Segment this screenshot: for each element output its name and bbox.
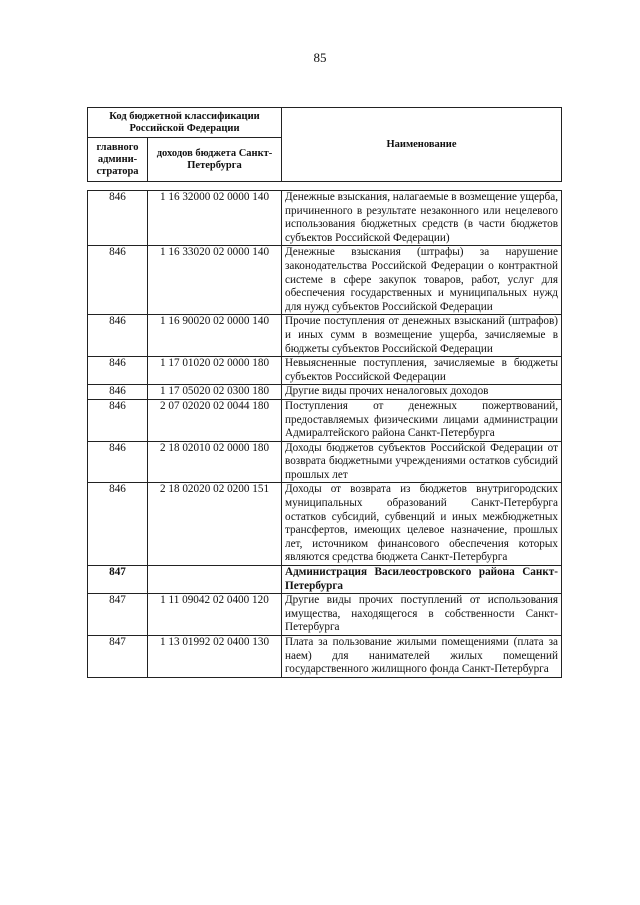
cell-admin-code: 846 (88, 357, 148, 385)
header-admin: главного админи-стратора (88, 138, 148, 182)
cell-income-code: 1 13 01992 02 0400 130 (148, 636, 282, 678)
cell-income-code (148, 566, 282, 594)
cell-admin-code: 847 (88, 636, 148, 678)
table-row (88, 566, 562, 594)
table-row (88, 191, 562, 246)
cell-name: Другие виды прочих поступлений от использования имущества, находящегося в собственности Санкт-Петербурга (282, 594, 562, 636)
cell-income-code: 2 18 02020 02 0200 151 (148, 483, 282, 566)
cell-admin-code: 846 (88, 399, 148, 441)
cell-name: Невыясненные поступления, зачисляемые в бюджеты субъектов Российской Федерации (282, 357, 562, 385)
cell-admin-code: 846 (88, 441, 148, 483)
table-row (88, 636, 562, 678)
header-income: доходов бюджета Санкт-Петербурга (148, 138, 282, 182)
table-row (88, 399, 562, 441)
header-code-group: Код бюджетной классификации Российской Федерации (88, 108, 282, 138)
cell-admin-code: 847 (88, 566, 148, 594)
header-name: Наименование (282, 108, 562, 182)
table-row (88, 385, 562, 400)
cell-name: Доходы бюджетов субъектов Российской Федерации от возврата бюджетными учреждениями остатков субсидий прошлых лет (282, 441, 562, 483)
cell-name: Денежные взыскания, налагаемые в возмещение ущерба, причиненного в результате незаконного или нецелевого использования бюджетных средств (в части бюджетов субъектов Российской Федерации) (282, 191, 562, 246)
cell-admin-code: 846 (88, 191, 148, 246)
cell-admin-code: 846 (88, 385, 148, 400)
table-row (88, 246, 562, 315)
table-row (88, 483, 562, 566)
table-row (88, 441, 562, 483)
cell-admin-code: 846 (88, 246, 148, 315)
cell-name: Денежные взыскания (штрафы) за нарушение законодательства Российской Федерации о контрактной системе в сфере закупок товаров, работ, услуг для обеспечения государственных и муниципальных нужд для нужд субъектов Российской Федерации (282, 246, 562, 315)
cell-name: Другие виды прочих неналоговых доходов (282, 385, 562, 400)
table-row (88, 357, 562, 385)
cell-income-code: 1 17 01020 02 0000 180 (148, 357, 282, 385)
page-number: 85 (313, 50, 327, 65)
cell-income-code: 1 16 90020 02 0000 140 (148, 315, 282, 357)
cell-name: Прочие поступления от денежных взысканий (штрафов) и иных сумм в возмещение ущерба, зачисляемые в бюджеты субъектов Российской Федерации (282, 315, 562, 357)
cell-admin-code: 846 (88, 483, 148, 566)
cell-income-code: 1 16 32000 02 0000 140 (148, 191, 282, 246)
cell-income-code: 2 18 02010 02 0000 180 (148, 441, 282, 483)
cell-income-code: 1 11 09042 02 0400 120 (148, 594, 282, 636)
cell-income-code: 2 07 02020 02 0044 180 (148, 399, 282, 441)
table-header (87, 107, 562, 182)
cell-name: Плата за пользование жилыми помещениями (плата за наем) для нанимателей жилых помещений государственного жилищного фонда Санкт-Петербурга (282, 636, 562, 678)
income-table (87, 190, 562, 678)
cell-admin-code: 846 (88, 315, 148, 357)
cell-name: Поступления от денежных пожертвований, предоставляемых физическими лицами администрации Адмиралтейского района Санкт-Петербурга (282, 399, 562, 441)
cell-name: Администрация Василеостровского района Санкт-Петербурга (282, 566, 562, 594)
cell-name: Доходы от возврата из бюджетов внутригородских муниципальных образований Санкт-Петербурга остатков субсидий, субвенций и иных межбюджетных трансфертов, имеющих целевое назначение, прошлых лет, источником финансового обеспечения которых являются средства бюджета Санкт-Петербурга (282, 483, 562, 566)
table-row (88, 594, 562, 636)
cell-income-code: 1 17 05020 02 0300 180 (148, 385, 282, 400)
cell-income-code: 1 16 33020 02 0000 140 (148, 246, 282, 315)
cell-admin-code: 847 (88, 594, 148, 636)
table-row (88, 315, 562, 357)
